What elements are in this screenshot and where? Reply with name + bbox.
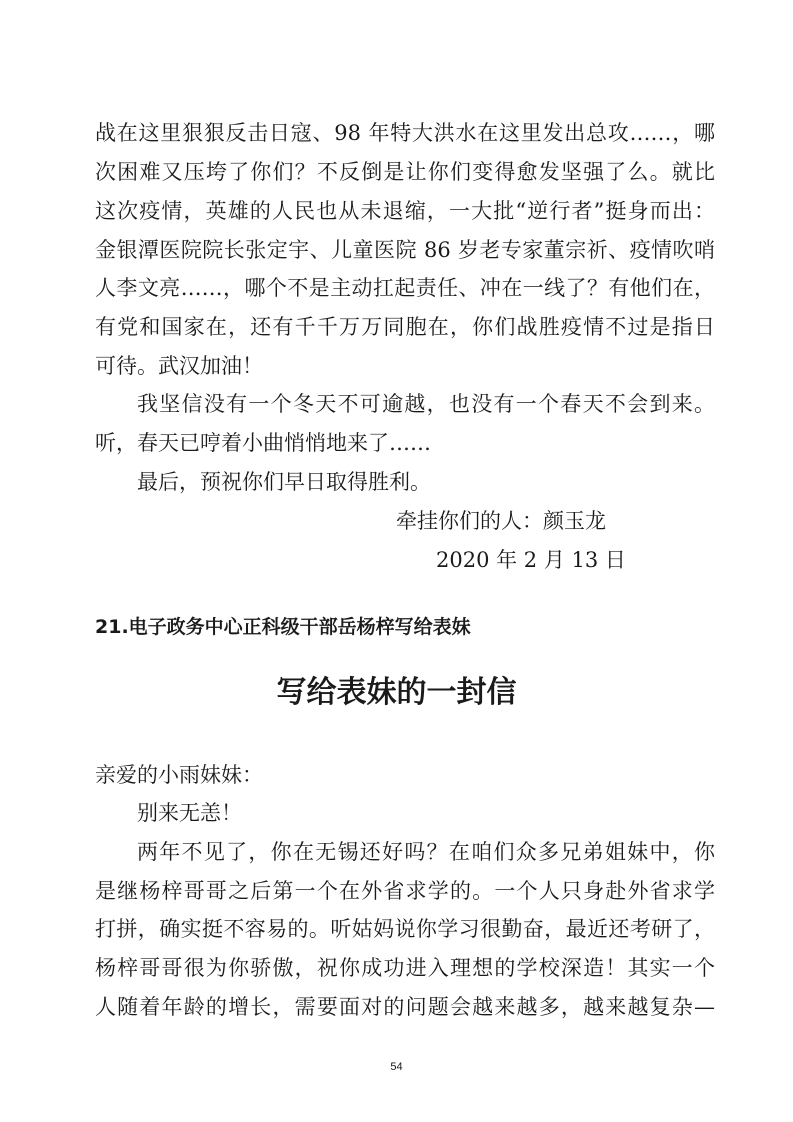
signature: 牵挂你们的人：颜玉龙: [396, 509, 606, 533]
paragraph-line: 人随着年龄的增长，需要面对的问题会越来越多，越来越复杂—: [95, 995, 715, 1019]
paragraph-line: 金银潭医院院长张定宇、儿童医院 86 岁老专家董宗祈、疫情吹哨: [95, 238, 715, 262]
paragraph-line: 战在这里狠狠反击日寇、98 年特大洪水在这里发出总攻……，哪: [95, 121, 715, 145]
greeting: 别来无恙！: [137, 801, 242, 825]
paragraph-line: 听，春天已哼着小曲悄悄地来了……: [95, 431, 431, 455]
page-number: 54: [390, 1061, 403, 1073]
paragraph-line: 有党和国家在，还有千千万万同胞在，你们战胜疫情不过是指日: [95, 315, 715, 339]
signature-date: 2020 年 2 月 13 日: [436, 548, 626, 572]
paragraph-line: 打拼，确实挺不容易的。听姑妈说你学习很勤奋，最近还考研了，: [95, 917, 715, 941]
paragraph-line: 两年不见了，你在无锡还好吗？在咱们众多兄弟姐妹中，你: [137, 840, 715, 864]
paragraph-line: 人李文亮……，哪个不是主动扛起责任、冲在一线了？有他们在，: [95, 276, 715, 300]
section-heading: 21.电子政务中心正科级干部岳杨梓写给表妹: [95, 616, 471, 638]
paragraph-line: 次困难又压垮了你们？不反倒是让你们变得愈发坚强了么。就比: [95, 160, 715, 184]
paragraph-line: 这次疫情，英雄的人民也从未退缩，一大批“逆行者”挺身而出：: [95, 199, 715, 223]
letter-title: 写给表妹的一封信: [276, 675, 517, 710]
paragraph-line: 可待。武汉加油！: [95, 354, 263, 378]
salutation: 亲爱的小雨妹妹：: [95, 763, 263, 787]
paragraph-line: 最后，预祝你们早日取得胜利。: [137, 470, 431, 494]
paragraph-line: 是继杨梓哥哥之后第一个在外省求学的。一个人只身赴外省求学: [95, 879, 715, 903]
paragraph-line: 杨梓哥哥很为你骄傲，祝你成功进入理想的学校深造！其实一个: [95, 956, 715, 980]
paragraph-line: 我坚信没有一个冬天不可逾越，也没有一个春天不会到来。: [137, 392, 715, 416]
